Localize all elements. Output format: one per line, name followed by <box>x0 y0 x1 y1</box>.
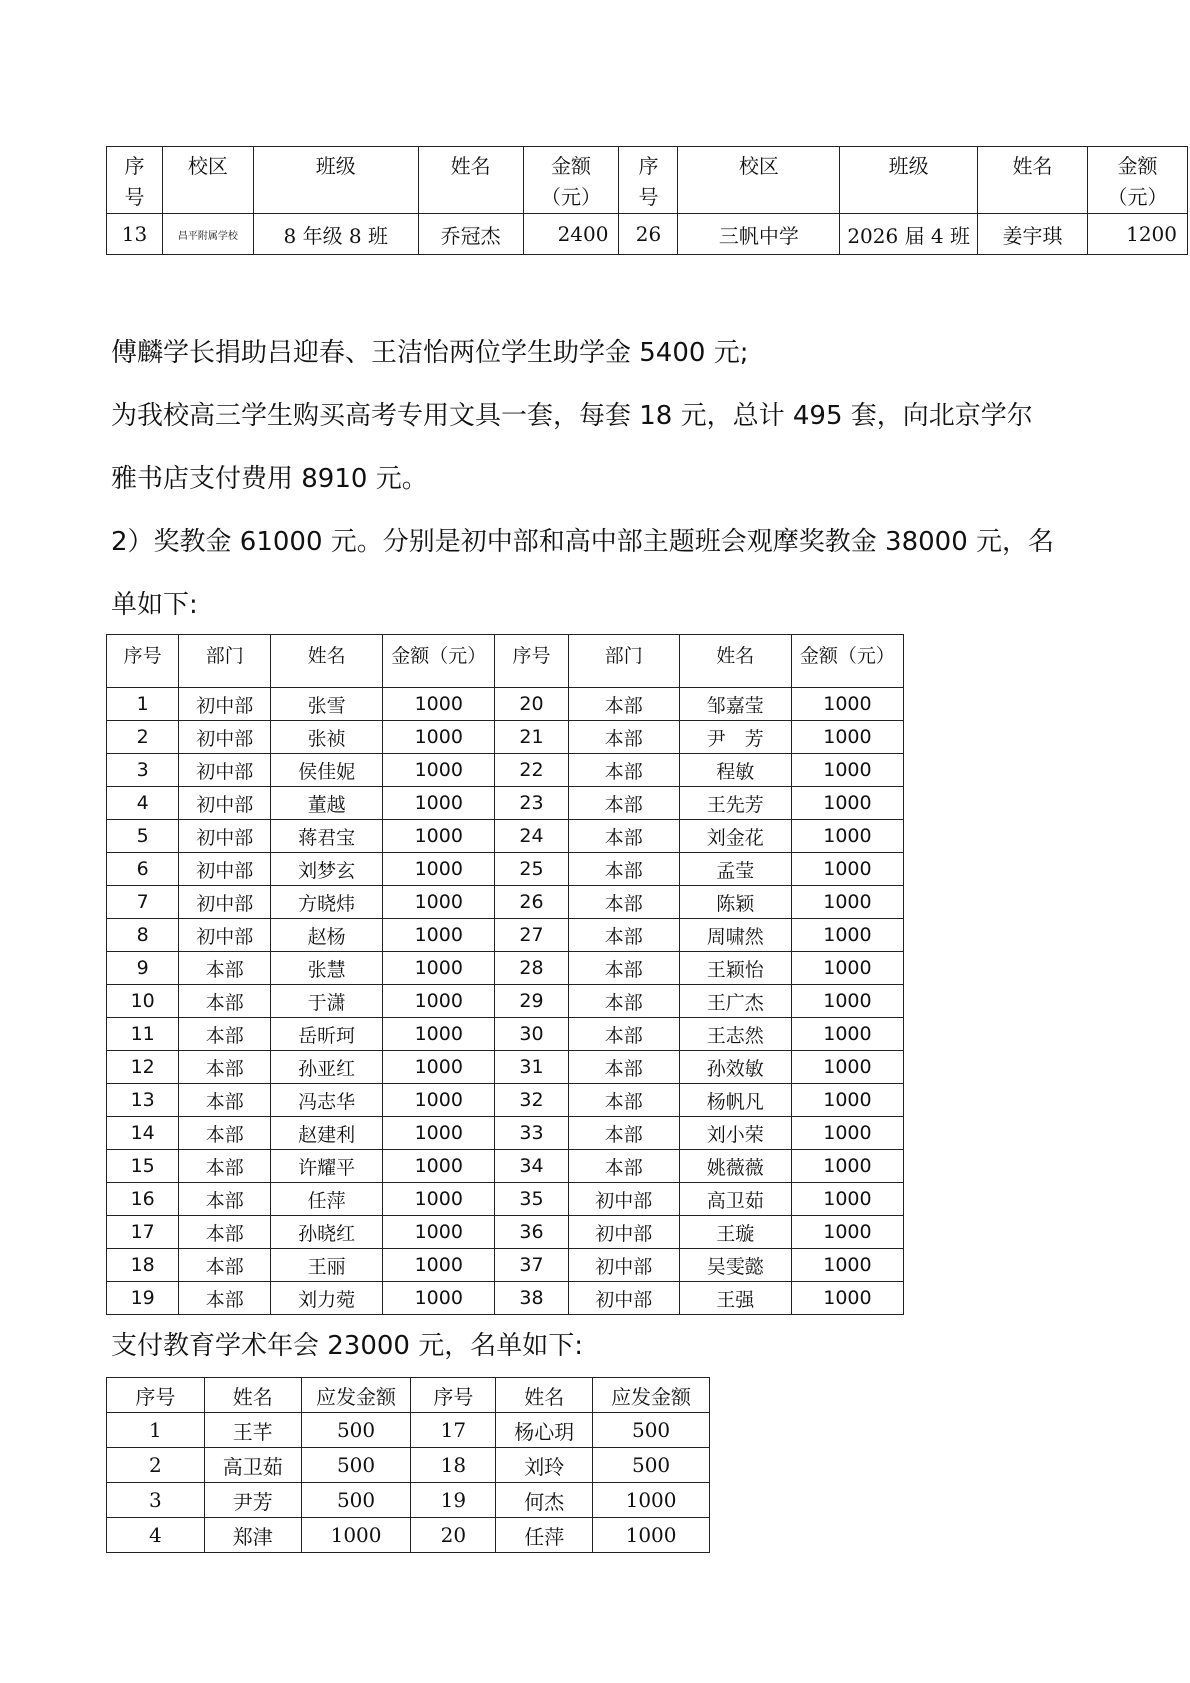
cell-amount: 1000 <box>791 1282 903 1315</box>
cell-name: 孟莹 <box>679 853 791 886</box>
cell-name: 姜宇琪 <box>978 214 1088 255</box>
cell-name: 何杰 <box>496 1483 593 1518</box>
cell-department: 本部 <box>568 919 679 952</box>
header-name: 姓名 <box>496 1378 593 1413</box>
cell-department: 初中部 <box>179 754 271 787</box>
cell-amount: 1000 <box>791 919 903 952</box>
cell-amount: 1000 <box>791 1051 903 1084</box>
cell-index: 12 <box>107 1051 179 1084</box>
paragraph-academic-meeting: 支付教育学术年会 23000 元，名单如下: <box>111 1331 583 1361</box>
cell-campus: 三帆中学 <box>678 214 840 255</box>
cell-amount: 1000 <box>383 985 495 1018</box>
cell-index: 19 <box>107 1282 179 1315</box>
cell-name: 程敏 <box>679 754 791 787</box>
cell-department: 本部 <box>568 853 679 886</box>
cell-amount: 1000 <box>791 886 903 919</box>
cell-department: 本部 <box>568 721 679 754</box>
cell-index: 15 <box>107 1150 179 1183</box>
header-department: 部门 <box>568 635 679 688</box>
cell-department: 本部 <box>568 1117 679 1150</box>
cell-name: 郑津 <box>204 1518 301 1553</box>
cell-name: 陈颖 <box>679 886 791 919</box>
cell-index: 13 <box>107 214 163 255</box>
header-amount: 应发金额 <box>301 1378 411 1413</box>
scholarship-table-top <box>106 146 1188 255</box>
cell-name: 邹嘉莹 <box>679 688 791 721</box>
cell-name: 孙晓红 <box>271 1216 383 1249</box>
cell-department: 本部 <box>568 1150 679 1183</box>
cell-name: 王强 <box>679 1282 791 1315</box>
cell-index: 16 <box>107 1183 179 1216</box>
table-row <box>107 919 904 952</box>
cell-department: 本部 <box>568 886 679 919</box>
cell-name: 尹芳 <box>204 1483 301 1518</box>
table-row <box>107 214 1188 255</box>
cell-index: 28 <box>495 952 568 985</box>
cell-index: 22 <box>495 754 568 787</box>
cell-campus: 昌平附属学校 <box>162 214 253 255</box>
cell-name: 许耀平 <box>271 1150 383 1183</box>
cell-amount: 1000 <box>383 1249 495 1282</box>
cell-name: 张慧 <box>271 952 383 985</box>
cell-department: 本部 <box>568 1051 679 1084</box>
cell-name: 孙亚红 <box>271 1051 383 1084</box>
header-class: 班级 <box>253 147 418 214</box>
cell-index: 9 <box>107 952 179 985</box>
table-row <box>107 1483 710 1518</box>
cell-index: 17 <box>411 1413 496 1448</box>
cell-amount: 1000 <box>383 754 495 787</box>
header-name: 姓名 <box>418 147 523 214</box>
cell-amount: 1000 <box>383 1117 495 1150</box>
cell-name: 刘金花 <box>679 820 791 853</box>
cell-name: 姚薇薇 <box>679 1150 791 1183</box>
cell-department: 初中部 <box>179 688 271 721</box>
cell-index: 27 <box>495 919 568 952</box>
cell-amount: 1000 <box>383 1084 495 1117</box>
cell-index: 30 <box>495 1018 568 1051</box>
cell-amount: 1000 <box>791 952 903 985</box>
cell-index: 31 <box>495 1051 568 1084</box>
cell-name: 王先芳 <box>679 787 791 820</box>
cell-index: 3 <box>107 1483 205 1518</box>
cell-name: 于潇 <box>271 985 383 1018</box>
cell-index: 18 <box>411 1448 496 1483</box>
cell-name: 王芊 <box>204 1413 301 1448</box>
cell-amount: 1000 <box>593 1483 710 1518</box>
cell-amount: 1000 <box>383 688 495 721</box>
cell-amount: 1000 <box>383 1018 495 1051</box>
cell-department: 初中部 <box>179 721 271 754</box>
cell-name: 蒋君宝 <box>271 820 383 853</box>
cell-amount: 500 <box>301 1448 411 1483</box>
cell-index: 8 <box>107 919 179 952</box>
header-amount: 金额（元） <box>383 635 495 688</box>
header-index: 序号 <box>411 1378 496 1413</box>
cell-amount: 1000 <box>301 1518 411 1553</box>
cell-department: 本部 <box>568 1084 679 1117</box>
cell-index: 19 <box>411 1483 496 1518</box>
cell-amount: 1000 <box>791 1216 903 1249</box>
cell-department: 初中部 <box>179 919 271 952</box>
cell-department: 初中部 <box>568 1216 679 1249</box>
cell-index: 25 <box>495 853 568 886</box>
cell-name: 冯志华 <box>271 1084 383 1117</box>
cell-index: 20 <box>411 1518 496 1553</box>
table-row <box>107 1413 710 1448</box>
cell-department: 初中部 <box>568 1249 679 1282</box>
table-row <box>107 1216 904 1249</box>
cell-department: 本部 <box>568 985 679 1018</box>
cell-amount: 1000 <box>383 787 495 820</box>
cell-amount: 500 <box>301 1413 411 1448</box>
cell-name: 任萍 <box>496 1518 593 1553</box>
cell-index: 4 <box>107 787 179 820</box>
cell-index: 3 <box>107 754 179 787</box>
cell-amount: 1000 <box>791 1150 903 1183</box>
cell-index: 36 <box>495 1216 568 1249</box>
cell-index: 4 <box>107 1518 205 1553</box>
header-name: 姓名 <box>679 635 791 688</box>
cell-index: 11 <box>107 1018 179 1051</box>
cell-name: 张雪 <box>271 688 383 721</box>
cell-name: 王志然 <box>679 1018 791 1051</box>
cell-department: 本部 <box>179 1051 271 1084</box>
cell-amount: 1000 <box>791 721 903 754</box>
cell-index: 26 <box>619 214 678 255</box>
cell-amount: 1000 <box>791 1183 903 1216</box>
table-row <box>107 952 904 985</box>
cell-name: 王丽 <box>271 1249 383 1282</box>
cell-class: 2026 届 4 班 <box>840 214 978 255</box>
table-row <box>107 1183 904 1216</box>
cell-name: 尹 芳 <box>679 721 791 754</box>
cell-department: 本部 <box>568 1018 679 1051</box>
cell-amount: 1000 <box>791 820 903 853</box>
header-index: 序号 <box>495 635 568 688</box>
cell-department: 本部 <box>179 1117 271 1150</box>
cell-department: 本部 <box>179 1183 271 1216</box>
cell-name: 侯佳妮 <box>271 754 383 787</box>
cell-class: 8 年级 8 班 <box>253 214 418 255</box>
cell-index: 34 <box>495 1150 568 1183</box>
cell-amount: 1000 <box>383 820 495 853</box>
cell-amount: 500 <box>593 1448 710 1483</box>
cell-department: 初中部 <box>568 1183 679 1216</box>
cell-name: 赵杨 <box>271 919 383 952</box>
cell-department: 初中部 <box>179 787 271 820</box>
table-row <box>107 1150 904 1183</box>
cell-name: 高卫茹 <box>679 1183 791 1216</box>
cell-index: 6 <box>107 853 179 886</box>
cell-department: 本部 <box>568 787 679 820</box>
cell-department: 本部 <box>179 1282 271 1315</box>
teacher-award-table <box>106 634 904 1315</box>
table-row <box>107 820 904 853</box>
cell-name: 张祯 <box>271 721 383 754</box>
cell-index: 7 <box>107 886 179 919</box>
cell-index: 24 <box>495 820 568 853</box>
cell-amount: 1000 <box>791 853 903 886</box>
cell-name: 乔冠杰 <box>418 214 523 255</box>
cell-index: 29 <box>495 985 568 1018</box>
cell-name: 刘玲 <box>496 1448 593 1483</box>
cell-department: 初中部 <box>179 886 271 919</box>
cell-index: 1 <box>107 1413 205 1448</box>
cell-amount: 1000 <box>791 985 903 1018</box>
header-campus: 校区 <box>678 147 840 214</box>
cell-index: 2 <box>107 1448 205 1483</box>
cell-index: 10 <box>107 985 179 1018</box>
cell-name: 孙效敏 <box>679 1051 791 1084</box>
cell-amount: 1000 <box>383 1051 495 1084</box>
cell-index: 33 <box>495 1117 568 1150</box>
cell-index: 18 <box>107 1249 179 1282</box>
cell-amount: 1000 <box>791 1249 903 1282</box>
header-index: 序 号 <box>619 147 678 214</box>
cell-amount: 1000 <box>383 853 495 886</box>
cell-name: 方晓炜 <box>271 886 383 919</box>
cell-index: 5 <box>107 820 179 853</box>
cell-index: 38 <box>495 1282 568 1315</box>
cell-amount: 1000 <box>383 1183 495 1216</box>
header-department: 部门 <box>179 635 271 688</box>
cell-amount: 1000 <box>791 754 903 787</box>
table-row <box>107 886 904 919</box>
cell-amount: 500 <box>301 1483 411 1518</box>
header-campus: 校区 <box>162 147 253 214</box>
cell-name: 杨心玥 <box>496 1413 593 1448</box>
cell-name: 刘小荣 <box>679 1117 791 1150</box>
cell-name: 周啸然 <box>679 919 791 952</box>
cell-name: 王颖怡 <box>679 952 791 985</box>
header-amount: 金额 （元） <box>1087 147 1187 214</box>
cell-department: 本部 <box>568 820 679 853</box>
cell-amount: 1000 <box>593 1518 710 1553</box>
paragraph-stationery-cont: 雅书店支付费用 8910 元。 <box>111 464 428 494</box>
cell-department: 本部 <box>179 1084 271 1117</box>
cell-name: 董越 <box>271 787 383 820</box>
cell-name: 王璇 <box>679 1216 791 1249</box>
cell-department: 本部 <box>568 754 679 787</box>
cell-name: 王广杰 <box>679 985 791 1018</box>
header-name: 姓名 <box>271 635 383 688</box>
cell-amount: 1200 <box>1087 214 1187 255</box>
cell-name: 刘梦玄 <box>271 853 383 886</box>
cell-index: 32 <box>495 1084 568 1117</box>
cell-name: 吴雯懿 <box>679 1249 791 1282</box>
cell-index: 37 <box>495 1249 568 1282</box>
table-row <box>107 1051 904 1084</box>
cell-amount: 1000 <box>383 886 495 919</box>
cell-index: 20 <box>495 688 568 721</box>
cell-name: 任萍 <box>271 1183 383 1216</box>
header-name: 姓名 <box>204 1378 301 1413</box>
cell-index: 13 <box>107 1084 179 1117</box>
table-row <box>107 754 904 787</box>
cell-index: 1 <box>107 688 179 721</box>
cell-department: 本部 <box>179 1018 271 1051</box>
cell-index: 23 <box>495 787 568 820</box>
paragraph-stationery: 为我校高三学生购买高考专用文具一套，每套 18 元，总计 495 套，向北京学尔 <box>111 401 1033 431</box>
cell-name: 高卫茹 <box>204 1448 301 1483</box>
academic-meeting-table <box>106 1377 710 1553</box>
cell-amount: 1000 <box>383 721 495 754</box>
table-row <box>107 688 904 721</box>
cell-department: 初中部 <box>179 853 271 886</box>
cell-department: 本部 <box>179 952 271 985</box>
header-amount: 金额 （元） <box>523 147 619 214</box>
table-row <box>107 1518 710 1553</box>
cell-index: 17 <box>107 1216 179 1249</box>
cell-department: 本部 <box>179 1216 271 1249</box>
cell-amount: 500 <box>593 1413 710 1448</box>
cell-amount: 1000 <box>791 1084 903 1117</box>
header-name: 姓名 <box>978 147 1088 214</box>
table-row <box>107 721 904 754</box>
table-row <box>107 1084 904 1117</box>
cell-department: 本部 <box>568 952 679 985</box>
cell-amount: 1000 <box>383 919 495 952</box>
cell-amount: 1000 <box>791 787 903 820</box>
paragraph-donation: 傅麟学长捐助吕迎春、王洁怡两位学生助学金 5400 元; <box>111 338 749 368</box>
table-row <box>107 1117 904 1150</box>
paragraph-teacher-award: 2）奖教金 61000 元。分别是初中部和高中部主题班会观摩奖教金 38000 元，名 <box>111 527 1055 557</box>
header-class: 班级 <box>840 147 978 214</box>
header-index: 序 号 <box>107 147 163 214</box>
cell-amount: 1000 <box>383 1216 495 1249</box>
header-amount: 金额（元） <box>791 635 903 688</box>
cell-index: 14 <box>107 1117 179 1150</box>
table-row <box>107 1249 904 1282</box>
cell-index: 2 <box>107 721 179 754</box>
cell-amount: 1000 <box>383 1150 495 1183</box>
cell-department: 本部 <box>179 1150 271 1183</box>
cell-index: 21 <box>495 721 568 754</box>
table-row <box>107 853 904 886</box>
cell-name: 岳昕珂 <box>271 1018 383 1051</box>
cell-department: 初中部 <box>179 820 271 853</box>
cell-index: 35 <box>495 1183 568 1216</box>
table-row <box>107 1282 904 1315</box>
cell-amount: 1000 <box>791 688 903 721</box>
header-index: 序号 <box>107 635 179 688</box>
cell-department: 本部 <box>179 985 271 1018</box>
cell-amount: 1000 <box>791 1018 903 1051</box>
cell-amount: 1000 <box>791 1117 903 1150</box>
table-row <box>107 1448 710 1483</box>
cell-name: 刘力菀 <box>271 1282 383 1315</box>
header-index: 序号 <box>107 1378 205 1413</box>
cell-index: 26 <box>495 886 568 919</box>
table-row <box>107 985 904 1018</box>
table-row <box>107 1018 904 1051</box>
table-row <box>107 787 904 820</box>
cell-amount: 1000 <box>383 952 495 985</box>
paragraph-teacher-award-cont: 单如下: <box>111 590 198 620</box>
cell-department: 本部 <box>179 1249 271 1282</box>
cell-name: 杨帆凡 <box>679 1084 791 1117</box>
cell-amount: 2400 <box>523 214 619 255</box>
header-amount: 应发金额 <box>593 1378 710 1413</box>
cell-name: 赵建利 <box>271 1117 383 1150</box>
cell-amount: 1000 <box>383 1282 495 1315</box>
cell-department: 本部 <box>568 688 679 721</box>
cell-department: 初中部 <box>568 1282 679 1315</box>
